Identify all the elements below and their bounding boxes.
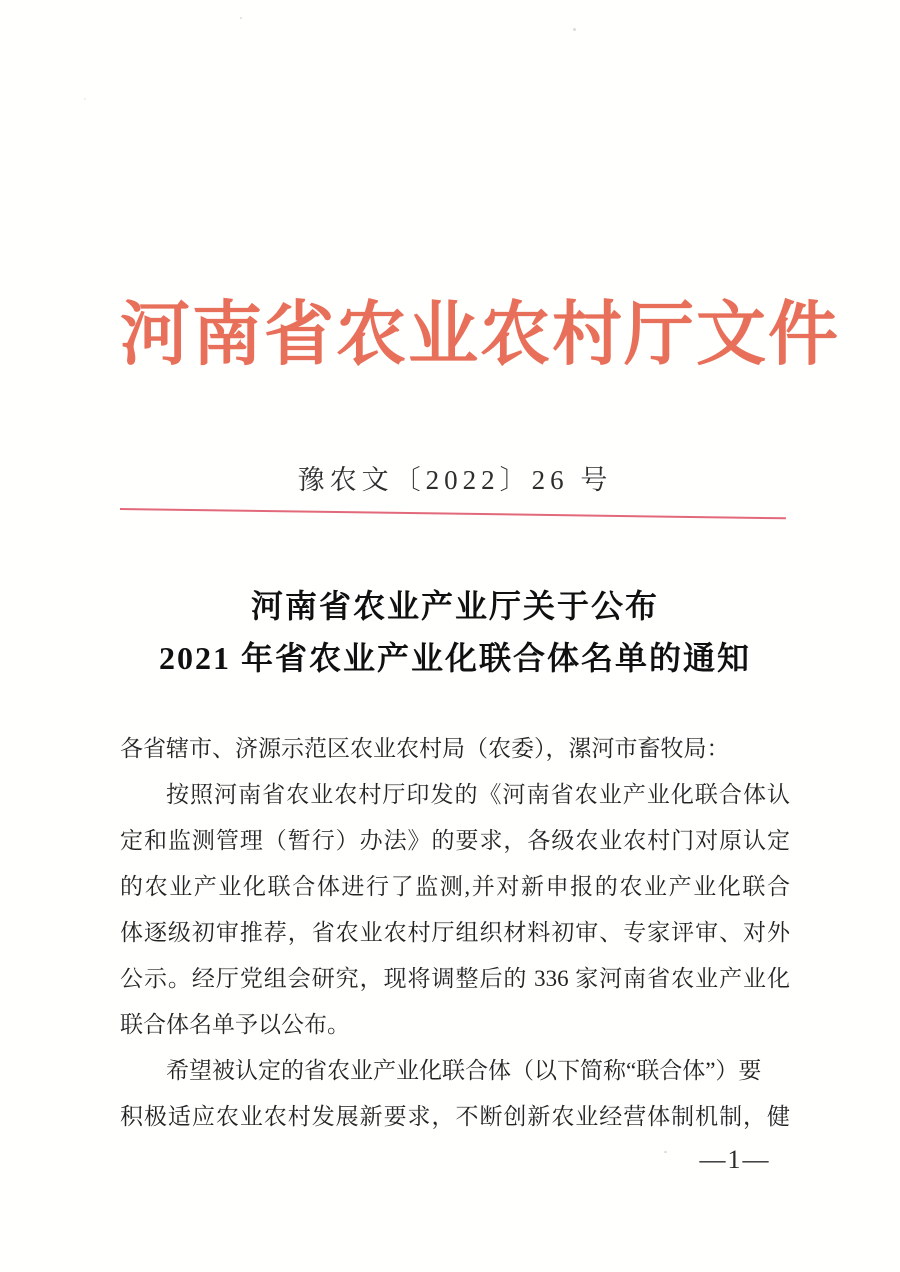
document-title: [105, 580, 805, 684]
scan-speck: [573, 28, 576, 31]
document-title-line2: 2021 年省农业产业化联合体名单的通知: [158, 640, 751, 676]
document-body: [120, 726, 790, 1140]
body-line: 希望被认定的省农业产业化联合体（以下简称“联合体”）要: [166, 1058, 762, 1083]
body-line: 的农业产业化联合体进行了监测,并对新申报的农业产业化联合: [120, 874, 790, 899]
body-salutation: 各省辖市、济源示范区农业农村局（农委），漯河市畜牧局：: [120, 736, 730, 761]
body-line: 按照河南省农业农村厅印发的《河南省农业产业化联合体认: [166, 782, 790, 807]
scan-speck: [664, 1151, 667, 1153]
body-line: 联合体名单予以公布。: [120, 1012, 350, 1037]
doc-reference-number: 豫农文〔2022〕26 号: [297, 465, 613, 495]
body-line: 体逐级初审推荐，省农业农村厅组织材料初审、专家评审、对外: [120, 920, 790, 945]
agency-header-title: 河南省农业农村厅文件: [120, 297, 840, 374]
body-line: 定和监测管理（暂行）办法》的要求，各级农业农村门对原认定: [120, 828, 790, 853]
scan-speck: [84, 98, 86, 100]
body-line: 积极适应农业农村发展新要求，不断创新农业经营体制机制，健: [120, 1104, 790, 1129]
document-title-line1: 河南省农业产业厅关于公布: [250, 588, 659, 624]
page-number: —1—: [699, 1145, 771, 1174]
body-line: 公示。经厅党组会研究，现将调整后的 336 家河南省农业产业化: [120, 966, 790, 991]
red-divider-line: [120, 508, 786, 519]
scan-speck: [240, 17, 242, 19]
